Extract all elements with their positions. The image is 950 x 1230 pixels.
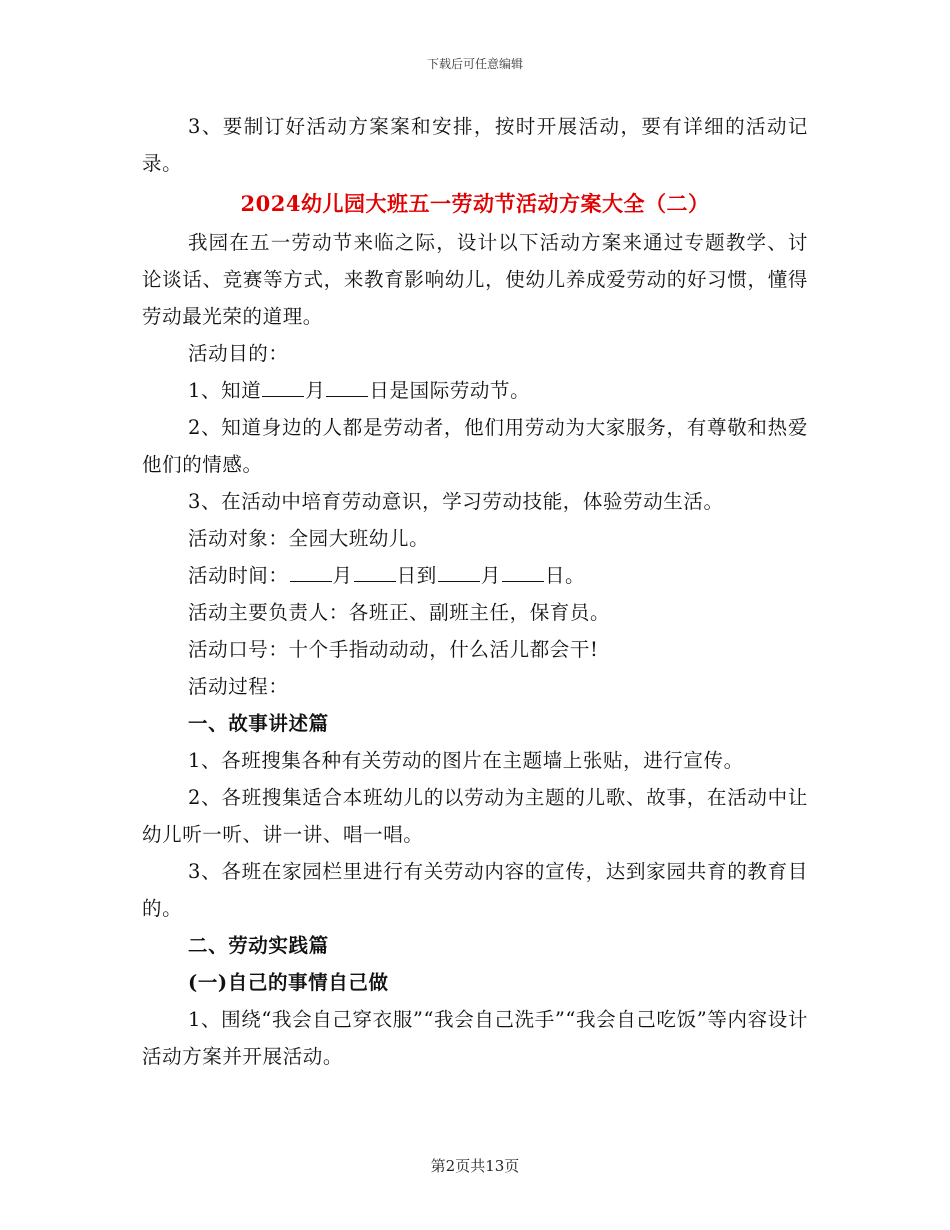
story-item-2: 2、各班搜集适合本班幼儿的以劳动为主题的儿歌、故事，在活动中让幼儿听一听、讲一讲、唱一唱。 (142, 786, 808, 846)
paragraph-item-3-record: 3、要制订好活动方案案和安排，按时开展活动，要有详细的活动记录。 (142, 115, 808, 175)
purpose-item-2: 2、知道身边的人都是劳动者，他们用劳动为大家服务，有尊敬和热爱他们的情感。 (142, 416, 808, 476)
blank-month (262, 376, 304, 397)
purpose-item-1-prefix: 1、知道 (188, 379, 262, 402)
story-item-1: 1、各班搜集各种有关劳动的图片在主题墙上张贴，进行宣传。 (188, 749, 744, 772)
subheading-self-care: (一)自己的事情自己做 (188, 971, 389, 994)
activity-purpose-label: 活动目的： (188, 342, 289, 365)
purpose-item-3: 3、在活动中培育劳动意识，学习劳动技能，体验劳动生活。 (188, 490, 724, 513)
activity-time-label: 活动时间： (188, 564, 289, 587)
blank-end-day (502, 561, 544, 582)
activity-process-label: 活动过程： (188, 675, 289, 698)
end-month-label: 月 (480, 564, 501, 587)
blank-end-month (438, 561, 480, 582)
header-note: 下载后可任意编辑 (426, 57, 523, 71)
blank-start-day (354, 561, 396, 582)
purpose-item-1-suffix: 日是国际劳动节。 (369, 379, 531, 402)
activity-leaders: 活动主要负责人：各班正、副班主任，保育员。 (188, 601, 611, 624)
month-label: 月 (305, 379, 326, 402)
heading-story-section: 一、故事讲述篇 (188, 712, 329, 735)
page-number: 第2页共13页 (430, 1157, 520, 1175)
activity-slogan: 活动口号：十个手指动动动，什么活儿都会干! (188, 638, 599, 661)
start-day-label: 日到 (396, 564, 437, 587)
blank-start-month (290, 561, 332, 582)
purpose-item-1 (142, 372, 808, 409)
practice-item-1: 1、围绕“我会自己穿衣服”“我会自己洗手”“我会自己吃饭”等内容设计活动方案并开展活动。 (142, 1008, 808, 1068)
start-month-label: 月 (332, 564, 353, 587)
heading-practice-section: 二、劳动实践篇 (188, 934, 329, 957)
section-title: 2024幼儿园大班五一劳动节活动方案大全（二） (240, 191, 710, 216)
blank-day (326, 376, 368, 397)
activity-time (142, 557, 808, 594)
activity-target: 活动对象：全园大班幼儿。 (188, 527, 430, 550)
intro-paragraph: 我园在五一劳动节来临之际，设计以下活动方案来通过专题教学、讨论谈话、竞赛等方式，来教育影响幼儿，使幼儿养成爱劳动的好习惯，懂得劳动最光荣的道理。 (142, 231, 808, 328)
document-body (142, 108, 808, 1075)
end-day-label: 日。 (544, 564, 586, 587)
story-item-3: 3、各班在家园栏里进行有关劳动内容的宣传，达到家园共育的教育目的。 (142, 860, 808, 920)
